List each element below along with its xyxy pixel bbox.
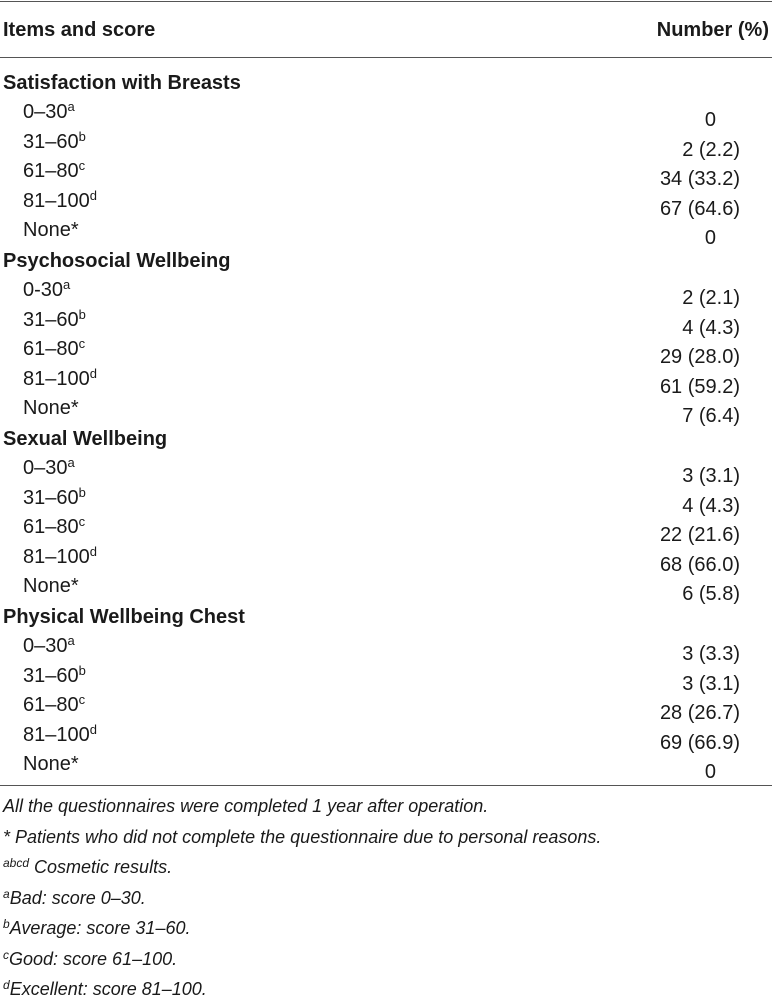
number-percent-value: 0: [704, 109, 716, 131]
score-range-label: [23, 484, 86, 512]
footnote-abcd: [3, 852, 763, 883]
score-range-label: [23, 662, 86, 690]
footnote-b-text: Average: score 31–60.: [9, 918, 191, 938]
score-range-superscript: a: [67, 454, 75, 470]
number-percent-value: 7 (6.4): [682, 405, 740, 428]
score-range-superscript: c: [78, 336, 86, 352]
table-row: [0, 394, 772, 428]
number-percent-value: 3 (3.3): [682, 642, 740, 665]
score-range-label: [23, 128, 86, 156]
score-range-label: [23, 572, 79, 600]
footnote-a-text: Bad: score 0–30.: [9, 887, 146, 908]
number-percent-value: 61 (59.2): [659, 375, 740, 398]
number-percent-value: 4 (4.3): [682, 494, 740, 517]
score-range-text: None*: [23, 753, 79, 776]
score-range-label: [23, 216, 79, 244]
score-range-superscript: b: [78, 662, 86, 678]
top-rule: [0, 1, 772, 2]
number-percent-value: 4 (4.3): [682, 316, 740, 339]
table-row: [0, 98, 772, 131]
score-range-superscript: a: [63, 276, 71, 292]
table-row: [0, 632, 772, 665]
section-title: Satisfaction with Breasts: [3, 72, 241, 94]
score-range-text: 31–60: [23, 664, 79, 687]
table-row: [0, 187, 772, 220]
footnote-none: * Patients who did not complete the questionnaire due to personal reasons.: [3, 826, 602, 847]
score-range-text: 31–60: [23, 130, 79, 153]
footnote-d: [3, 974, 763, 1005]
table-row: [0, 216, 772, 250]
table-row: [0, 306, 772, 339]
header-number-percent: Number (%): [656, 19, 769, 41]
table-footnotes: [3, 791, 763, 1005]
score-range-text: 31–60: [23, 486, 79, 509]
number-percent-value: 22 (21.6): [659, 524, 740, 547]
score-range-label: [23, 335, 85, 363]
score-range-superscript: d: [89, 721, 97, 737]
score-range-text: 61–80: [23, 516, 79, 539]
score-range-label: [23, 365, 97, 393]
footnote-b-sup: b: [3, 917, 10, 931]
bottom-rule: [0, 785, 772, 786]
score-range-text: 81–100: [23, 189, 90, 212]
number-percent-value: 67 (64.6): [659, 197, 740, 220]
number-percent-value: 3 (3.1): [682, 672, 740, 695]
score-range-text: 61–80: [23, 338, 79, 361]
footnote-d-text: Excellent: score 81–100.: [9, 979, 207, 999]
number-percent-value: 28 (26.7): [659, 702, 740, 725]
number-percent-value: 3 (3.1): [682, 464, 740, 487]
number-percent-value: 29 (28.0): [659, 346, 740, 369]
number-percent-value: 2 (2.1): [682, 286, 740, 309]
score-range-label: [23, 394, 79, 422]
table-row: [0, 662, 772, 695]
number-percent-value: 69 (66.9): [659, 731, 740, 754]
score-range-label: [23, 187, 97, 215]
section-title: Psychosocial Wellbeing: [3, 249, 231, 272]
score-range-text: None*: [23, 575, 79, 598]
score-range-label: [23, 157, 85, 185]
score-range-superscript: c: [78, 158, 86, 174]
table-row: [0, 691, 772, 725]
number-percent-value: 2 (2.2): [682, 138, 740, 161]
score-range-superscript: d: [89, 365, 97, 381]
score-range-label: [23, 721, 97, 749]
score-range-text: 81–100: [23, 545, 90, 568]
score-range-label: [23, 276, 70, 304]
number-percent-value: 6 (5.8): [682, 583, 740, 606]
score-range-superscript: d: [89, 543, 97, 559]
score-range-superscript: b: [78, 128, 86, 144]
score-range-text: None*: [23, 219, 79, 242]
number-percent-value: 68 (66.0): [659, 553, 740, 576]
score-range-label: [23, 632, 75, 660]
score-range-text: 81–100: [23, 367, 90, 390]
score-range-text: 0–30: [23, 101, 68, 123]
number-percent-value: 0: [704, 227, 716, 250]
table-body: [0, 68, 772, 784]
table-row: [0, 454, 772, 487]
score-range-text: 81–100: [23, 723, 90, 746]
table-row: [0, 128, 772, 161]
table-row: [0, 721, 772, 754]
table-row: [0, 276, 772, 309]
number-percent-value: 34 (33.2): [659, 168, 740, 191]
footnote-completed: All the questionnaires were completed 1 year after operation.: [3, 796, 489, 816]
score-range-superscript: a: [67, 632, 75, 648]
score-range-text: 0-30: [23, 278, 64, 301]
footnote-abcd-sup: abcd: [3, 856, 30, 870]
score-range-text: 61–80: [23, 160, 79, 183]
table-row: [0, 484, 772, 517]
score-range-label: [23, 543, 97, 571]
number-percent-value: 0: [704, 761, 716, 784]
header-rule: [0, 57, 772, 58]
score-range-superscript: a: [67, 99, 75, 114]
score-range-text: 61–80: [23, 694, 79, 717]
score-range-label: [23, 98, 75, 126]
table-row: [0, 335, 772, 369]
section-title: Sexual Wellbeing: [3, 427, 168, 450]
footnote-c-text: Good: score 61–100.: [9, 948, 178, 969]
footnote-c: [3, 944, 763, 975]
table-row: [0, 365, 772, 398]
table-row: [0, 750, 772, 784]
score-range-text: 0–30: [23, 634, 68, 657]
footnote-abcd-text: Cosmetic results.: [29, 857, 173, 877]
score-range-label: [23, 750, 79, 778]
score-range-superscript: c: [78, 692, 86, 708]
table-header: [0, 15, 772, 45]
score-range-superscript: b: [78, 306, 86, 322]
score-range-text: None*: [23, 397, 79, 420]
score-range-superscript: d: [89, 187, 97, 203]
score-range-label: [23, 691, 85, 719]
score-range-label: [23, 513, 85, 541]
section-title: Physical Wellbeing Chest: [3, 605, 245, 628]
footnote-a: [3, 883, 763, 914]
table-row: [0, 572, 772, 606]
table-row: [0, 157, 772, 191]
footnote-c-sup: c: [3, 947, 9, 962]
table-row: [0, 513, 772, 547]
footnote-a-sup: a: [3, 886, 10, 901]
table-row: [0, 543, 772, 576]
score-range-superscript: c: [78, 514, 86, 530]
score-range-label: [23, 454, 75, 482]
footnote-d-sup: d: [3, 978, 10, 992]
score-range-text: 0–30: [23, 456, 68, 479]
footnote-b: [3, 913, 763, 944]
score-range-label: [23, 306, 86, 334]
score-range-superscript: b: [78, 484, 86, 500]
header-items-and-score: Items and score: [3, 19, 156, 41]
score-range-text: 31–60: [23, 308, 79, 331]
